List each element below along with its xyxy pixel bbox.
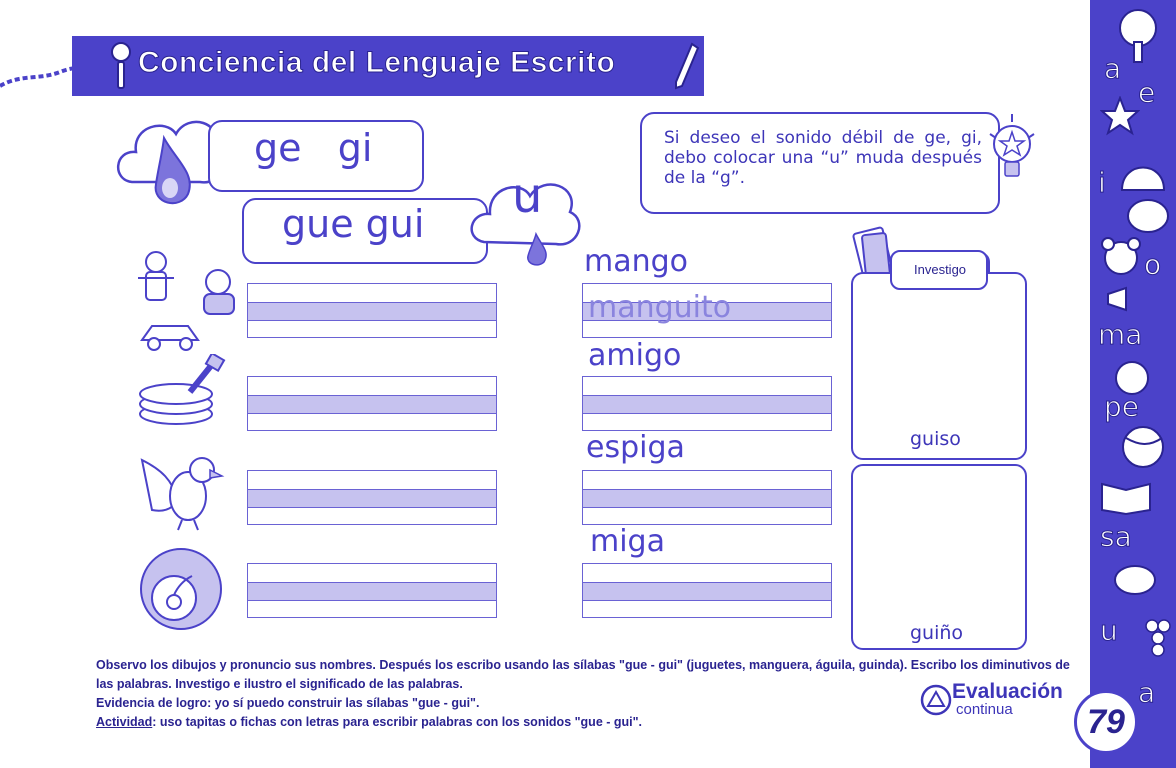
frog-icon <box>1110 554 1160 598</box>
word-manguito: manguito <box>588 290 732 325</box>
magnifier-icon <box>106 40 136 92</box>
evaluation-subtitle: continua <box>956 701 1013 718</box>
investigo-item-guiso: guiso <box>910 428 961 450</box>
sidebar-letter-u: u <box>1100 614 1118 647</box>
syllable-gue-gui: gue gui <box>282 202 425 246</box>
cherry-plate-icon <box>138 546 224 632</box>
word-miga: miga <box>590 524 665 559</box>
sidebar-letter-o: o <box>1144 248 1162 281</box>
sidebar-letter-ma: ma <box>1098 318 1143 351</box>
eagle-icon <box>132 440 232 532</box>
writing-line-left-2[interactable] <box>247 376 497 431</box>
sidebar-letter-a: a <box>1104 52 1122 85</box>
writing-line-right-4[interactable] <box>582 563 832 618</box>
achievement-text: Evidencia de logro: yo sí puedo construir las sílabas "gue - gui". <box>96 696 480 710</box>
writing-line-right-3[interactable] <box>582 470 832 525</box>
ball-icon <box>1120 424 1166 470</box>
writing-line-left-3[interactable] <box>247 470 497 525</box>
activity-description: : uso tapitas o fichas con letras para escribir palabras con los sonidos "gue - gui". <box>152 715 643 729</box>
info-text: Si deseo el sonido débil de ge, gi, debo colocar una “u” muda después de la “g”. <box>664 128 982 188</box>
writing-line-left-1[interactable] <box>247 283 497 338</box>
evaluation-title: Evaluación <box>952 680 1063 703</box>
lightbulb-star-icon <box>986 112 1038 184</box>
open-book-icon <box>1098 476 1154 516</box>
writing-line-left-4[interactable] <box>247 563 497 618</box>
sidebar-letter-i: i <box>1098 166 1106 199</box>
word-amigo: amigo <box>588 338 682 373</box>
investigo-item-guino: guiño <box>910 622 964 644</box>
pencil-icon <box>672 40 700 92</box>
sidebar-letter-e: e <box>1138 76 1156 109</box>
word-mango: mango <box>584 244 689 279</box>
sidebar-letter-pe: pe <box>1104 390 1139 423</box>
page-title: Conciencia del Lenguaje Escrito <box>138 46 616 79</box>
activity-label: Actividad <box>96 715 153 729</box>
instruction-text: Observo los dibujos y pronuncio sus nombres. Después los escribo usando las sílabas "gue - gui" (juguetes, manguera, águila, guinda). Escribo los diminutivos de las palabras. Investigo e ilustro el significado de las palabras. <box>96 658 1070 691</box>
investigo-title: Investigo <box>914 262 967 277</box>
igloo-icon <box>1118 150 1168 194</box>
hose-icon <box>136 354 232 432</box>
syllable-ge-gi: ge gi <box>254 126 373 170</box>
megaphone-icon <box>1104 284 1144 314</box>
word-espiga: espiga <box>586 430 685 465</box>
star-icon <box>1100 96 1140 136</box>
grapes-icon <box>1140 610 1174 666</box>
letter-u: u <box>512 168 543 224</box>
evaluation-logo-icon <box>920 684 952 716</box>
sidebar-letter-a-bottom: a <box>1138 676 1156 709</box>
writing-line-right-2[interactable] <box>582 376 832 431</box>
speech-bubble-icon <box>1124 196 1172 240</box>
toys-icon <box>132 248 244 358</box>
page-number: 79 <box>1074 690 1138 754</box>
bear-icon <box>1100 236 1142 278</box>
sidebar-letter-sa: sa <box>1100 520 1132 553</box>
